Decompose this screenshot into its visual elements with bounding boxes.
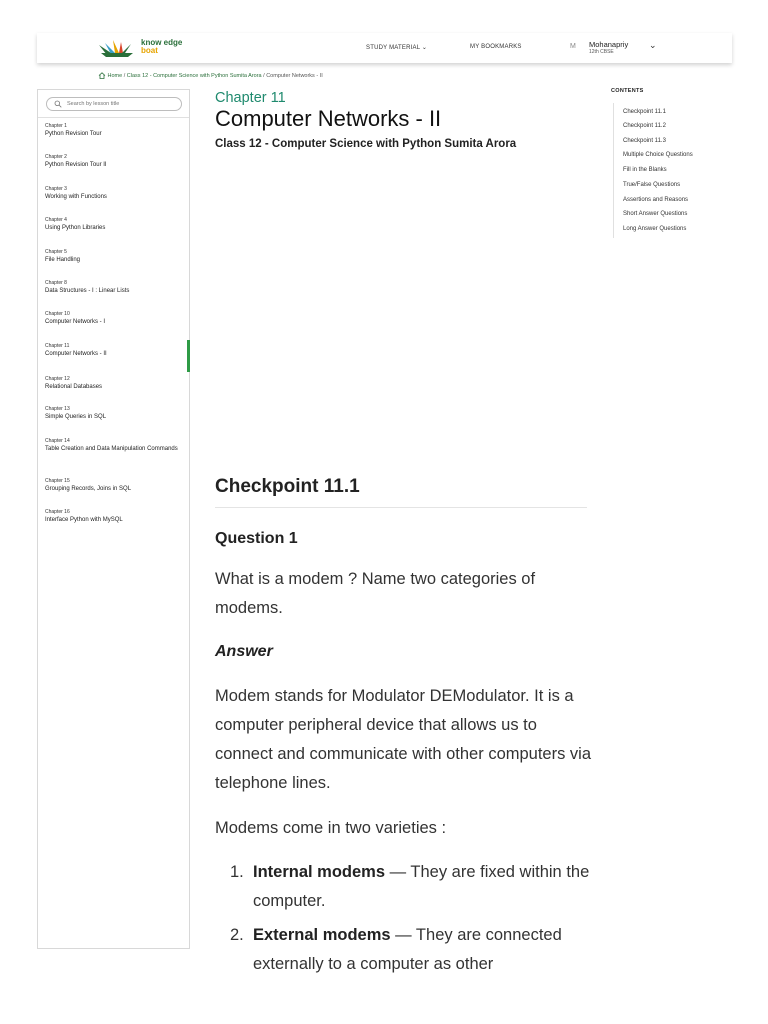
chapter-number: Chapter 2	[45, 154, 67, 160]
list-number: 1.	[230, 863, 244, 881]
page-subtitle: Class 12 - Computer Science with Python Sumita Arora	[215, 138, 517, 150]
sidebar-item-chapter-16[interactable]	[45, 509, 185, 524]
breadcrumb-separator: /	[261, 72, 267, 79]
chapter-number: Chapter 1	[45, 123, 67, 129]
sidebar-item-chapter-1[interactable]	[45, 123, 185, 138]
answer-label: Answer	[215, 643, 273, 660]
toc-item[interactable]: Long Answer Questions	[623, 226, 687, 232]
divider	[215, 507, 587, 508]
sidebar-item-chapter-13[interactable]	[45, 406, 185, 421]
sidebar-item-chapter-12[interactable]	[45, 376, 185, 391]
chapter-title: Using Python Libraries	[45, 225, 106, 231]
chapter-title: Interface Python with MySQL	[45, 517, 123, 523]
chapter-number: Chapter 16	[45, 509, 70, 515]
answer-paragraph: Modem stands for Modulator DEModulator. It is a computer peripheral device that allows us to connect and communicate with other computers via telephone lines.	[215, 687, 592, 792]
toc-item[interactable]: Checkpoint 11.2	[623, 123, 666, 129]
search-icon	[54, 100, 62, 108]
active-chapter-indicator	[187, 340, 190, 372]
chapter-title: Computer Networks - I	[45, 319, 106, 325]
chapter-title: Simple Queries in SQL	[45, 414, 107, 420]
list-term: External modems	[253, 926, 391, 944]
sidebar-item-chapter-8[interactable]	[45, 280, 185, 295]
toc-heading: CONTENTS	[611, 88, 644, 94]
sidebar-item-chapter-2[interactable]	[45, 154, 185, 169]
breadcrumb-separator: /	[122, 72, 127, 79]
list-body	[253, 921, 595, 979]
question-heading: Question 1	[215, 530, 298, 547]
sidebar-item-chapter-10[interactable]	[45, 311, 185, 326]
question-text: What is a modem ? Name two categories of modems.	[215, 570, 536, 617]
boat-logo-icon	[97, 39, 137, 57]
list-desc: — They are fixed within the computer.	[253, 863, 590, 910]
chapter-sidebar	[37, 89, 190, 949]
knowledgeboat-logo[interactable]	[97, 37, 197, 59]
toc-item[interactable]: Multiple Choice Questions	[623, 152, 693, 158]
chapter-title: File Handling	[45, 257, 81, 263]
chapter-label: Chapter 11	[215, 90, 286, 106]
logo-line-2: boat	[141, 46, 158, 55]
toc-item[interactable]: Fill in the Blanks	[623, 167, 667, 173]
home-icon[interactable]	[98, 72, 106, 79]
lesson-search[interactable]	[46, 97, 182, 111]
toc-item[interactable]: Assertions and Reasons	[623, 197, 689, 203]
sidebar-item-chapter-11[interactable]	[45, 343, 185, 358]
chevron-down-icon[interactable]: ⌄	[649, 40, 657, 50]
nav-study-material[interactable]: STUDY MATERIAL ⌄	[366, 45, 428, 51]
list-term: Internal modems	[253, 863, 386, 881]
toc-item[interactable]: Checkpoint 11.3	[623, 138, 666, 144]
list-body	[253, 858, 595, 916]
user-name[interactable]: Mohanapriy	[589, 40, 629, 49]
chapter-title: Table Creation and Data Manipulation Commands	[45, 446, 178, 452]
sidebar-item-chapter-4[interactable]	[45, 217, 185, 232]
chapter-number: Chapter 8	[45, 280, 67, 286]
top-header	[37, 33, 732, 63]
logo-text	[141, 39, 182, 55]
sidebar-item-chapter-3[interactable]	[45, 186, 185, 201]
toc-item[interactable]: Short Answer Questions	[623, 211, 688, 217]
chapter-number: Chapter 14	[45, 438, 70, 444]
chapter-title: Grouping Records, Joins in SQL	[45, 486, 132, 492]
breadcrumb-home[interactable]: Home	[107, 72, 123, 79]
divider	[38, 117, 189, 118]
page-title: Computer Networks - II	[215, 106, 442, 131]
chapter-number: Chapter 4	[45, 217, 67, 223]
chapter-title: Computer Networks - II	[45, 351, 107, 357]
search-input[interactable]	[67, 99, 177, 109]
chapter-number: Chapter 11	[45, 343, 70, 349]
sidebar-item-chapter-15[interactable]	[45, 478, 185, 493]
chapter-title: Working with Functions	[45, 194, 107, 200]
chapter-number: Chapter 12	[45, 376, 70, 382]
section-heading: Checkpoint 11.1	[215, 476, 360, 497]
chapter-title: Python Revision Tour II	[45, 162, 107, 168]
toc-item[interactable]: Checkpoint 11.1	[623, 109, 666, 115]
breadcrumb-current: Computer Networks - II	[266, 72, 323, 79]
user-class: 12th CBSE	[589, 49, 614, 55]
nav-my-bookmarks[interactable]: MY BOOKMARKS	[470, 44, 522, 50]
toc-rail	[613, 103, 614, 238]
chapter-number: Chapter 13	[45, 406, 70, 412]
chapter-title: Data Structures - I : Linear Lists	[45, 288, 130, 294]
chapter-number: Chapter 5	[45, 249, 67, 255]
answer-paragraph: Modems come in two varieties :	[215, 819, 447, 837]
sidebar-item-chapter-14[interactable]	[45, 438, 185, 453]
chapter-number: Chapter 10	[45, 311, 70, 317]
logo-line-1: know edge	[141, 38, 183, 47]
list-number: 2.	[230, 926, 244, 944]
toc-item[interactable]: True/False Questions	[623, 182, 681, 188]
chapter-number: Chapter 3	[45, 186, 67, 192]
list-desc: — They are connected externally to a computer as other	[253, 926, 562, 973]
breadcrumb-course[interactable]: Class 12 - Computer Science with Python Sumita Arora	[126, 72, 262, 79]
list-item	[230, 921, 595, 979]
breadcrumb	[98, 72, 323, 79]
list-item	[230, 858, 595, 916]
chapter-title: Python Revision Tour	[45, 131, 102, 137]
chapter-number: Chapter 15	[45, 478, 70, 484]
avatar[interactable]: M	[570, 43, 576, 50]
chapter-title: Relational Databases	[45, 384, 103, 390]
sidebar-item-chapter-5[interactable]	[45, 249, 185, 264]
